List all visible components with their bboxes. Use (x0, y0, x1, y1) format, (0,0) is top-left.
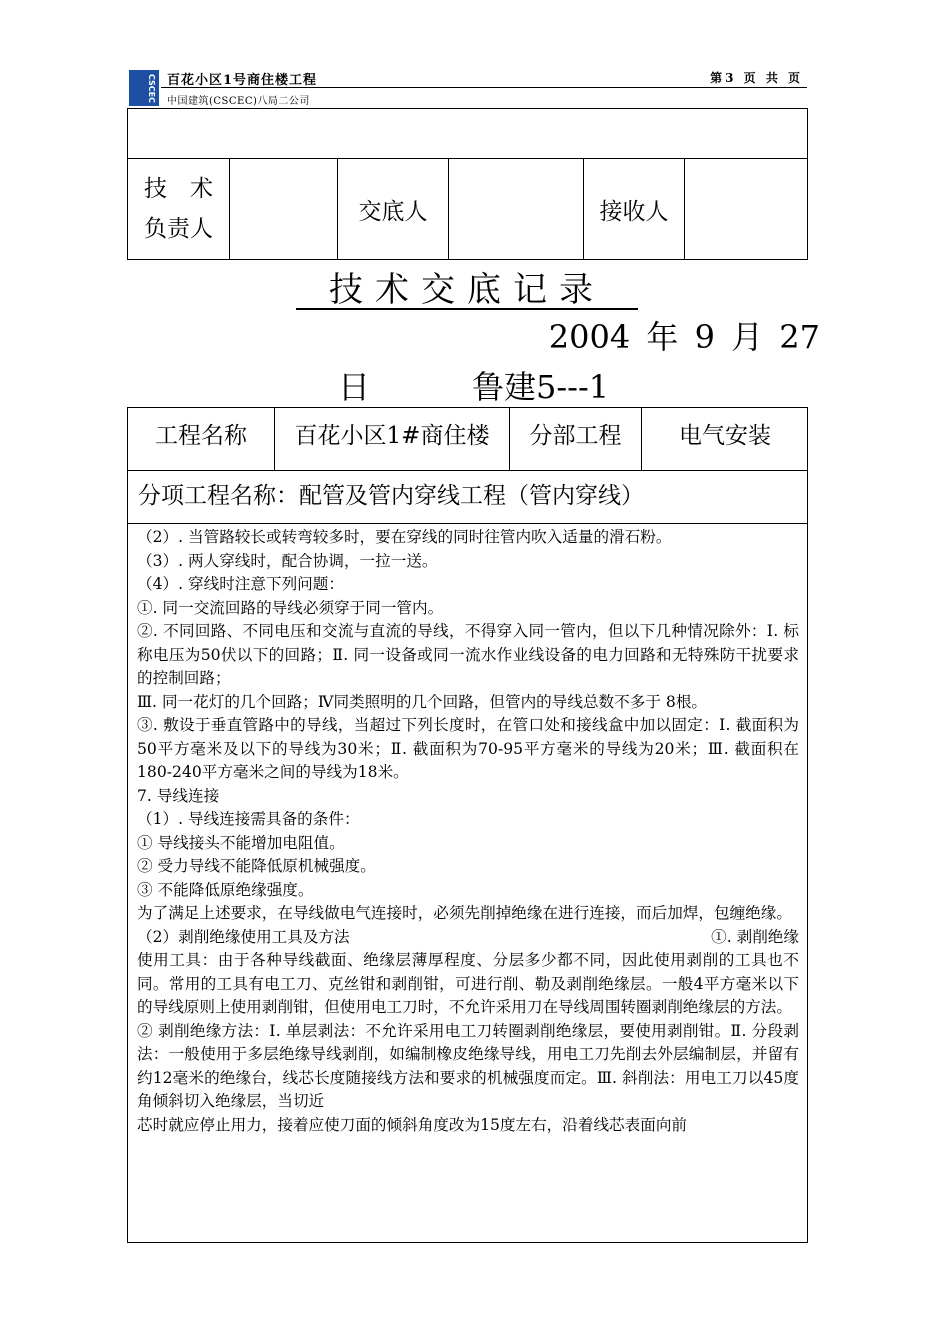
cscec-logo (129, 70, 159, 106)
document-code: 鲁建5---1 (472, 368, 610, 406)
tech-lead-label-line1: 技 术 (144, 176, 213, 202)
content-paragraph: ③. 敷设于垂直管路中的导线，当超过下列长度时，在管口处和接线盒中加以固定：Ⅰ. 截面积为50平方毫米及以下的导线为30米；Ⅱ. 截面积为70-95平方毫米的导线为20米；Ⅲ. 截面积在180-240平方毫米之间的导线为18米。 (137, 716, 799, 781)
header-company: 中国建筑(CSCEC)八局二公司 (167, 96, 310, 107)
page-title: 技术交底记录 (329, 270, 605, 310)
tech-lead-label (128, 159, 230, 260)
subitem-title: 分项工程名称：配管及管内穿线工程（管内穿线） (128, 471, 807, 524)
discloser-label: 交底人 (338, 159, 449, 260)
project-name-value: 百花小区1#商住楼 (275, 408, 510, 470)
content-subheading-right: ①. 剥削绝缘 (711, 927, 799, 946)
disclosure-table (127, 407, 808, 1243)
content-subheading: （2）剥削绝缘使用工具及方法 (137, 927, 350, 946)
disclosure-content (137, 526, 799, 1137)
content-paragraph: 芯时就应停止用力，接着应使刀面的倾斜角度改为15度左右，沿着线芯表面向前 (137, 1115, 688, 1134)
content-paragraph: ②. 不同回路、不同电压和交流与直流的导线，不得穿入同一管内，但以下几种情况除外：Ⅰ. 标称电压为50伏以下的回路；Ⅱ. 同一设备或同一流水作业线设备的电力回路和无特殊防干扰要求的控制回路； (137, 622, 799, 687)
receiver-label: 接收人 (584, 159, 685, 260)
content-paragraph: （3）. 两人穿线时，配合协调，一拉一送。 (137, 551, 438, 570)
content-paragraph: ② 剥削绝缘方法：Ⅰ. 单层剥法：不允许采用电工刀转圈剥削绝缘层，要使用剥削钳。Ⅱ. 分段剥法：一般使用于多层绝缘导线剥削，如编制橡皮绝缘导线，用电工刀先削去外层编制层，并留有约12毫米的绝缘台，线芯长度随接线方法和要求的机械强度而定。Ⅲ. 斜削法：用电工刀以45度角倾斜切入绝缘层，当切近 (137, 1021, 799, 1110)
date-line: 2004 年 9 月 27 (548, 318, 820, 356)
tech-lead-signature-cell (230, 159, 338, 260)
content-paragraph: Ⅲ. 同一花灯的几个回路；Ⅳ同类照明的几个回路，但管内的导线总数不多于 8根。 (137, 692, 708, 711)
title-underline (296, 308, 638, 310)
header-project: 百花小区1号商住楼工程 (167, 73, 318, 88)
signature-table (127, 108, 808, 260)
content-paragraph: 为了满足上述要求，在导线做电气连接时，必须先削掉绝缘在进行连接，而后加焊，包缠绝缘。 (137, 904, 792, 922)
content-paragraph: 使用工具：由于各种导线截面、绝缘层薄厚程度、分层多少都不同，因此使用剥削的工具也不同。常用的工具有电工刀、克丝钳和剥削钳，可进行削、勒及剥削绝缘层。一般4平方毫米以下的导线原则上使用剥削钳，但使用电工刀时，不允许采用刀在导线周围转圈剥削绝缘层的方法。 (137, 951, 799, 1016)
section-heading: 7. 导线连接 (137, 786, 220, 805)
content-paragraph: （1）. 导线连接需具备的条件： (137, 810, 360, 828)
tech-lead-label-line2: 负责人 (144, 216, 213, 242)
header-divider (161, 87, 807, 88)
content-paragraph: ① 导线接头不能增加电阻值。 (137, 833, 345, 852)
content-paragraph: （2）. 当管路较长或转弯较多时，要在穿线的同时往管内吹入适量的滑石粉。 (137, 528, 672, 546)
content-paragraph: ② 受力导线不能降低原机械强度。 (137, 857, 376, 875)
division-value: 电气安装 (679, 423, 771, 449)
receiver-signature-cell (685, 159, 808, 260)
discloser-signature-cell (449, 159, 584, 260)
logo-text: CSCEC (147, 73, 156, 103)
project-info-row (128, 408, 807, 471)
header-page-number: 第3 页 共 页 (710, 71, 803, 85)
content-paragraph (137, 926, 799, 950)
date-day-char: 日 (338, 368, 371, 406)
page-header (127, 68, 807, 110)
content-paragraph: （4）. 穿线时注意下列问题： (137, 575, 344, 593)
content-paragraph: ①. 同一交流回路的导线必须穿于同一管内。 (137, 598, 444, 617)
division-label: 分部工程 (510, 408, 642, 470)
project-name-label: 工程名称 (128, 408, 275, 470)
content-paragraph: ③ 不能降低原绝缘强度。 (137, 880, 314, 899)
signature-blank-row (128, 109, 808, 159)
